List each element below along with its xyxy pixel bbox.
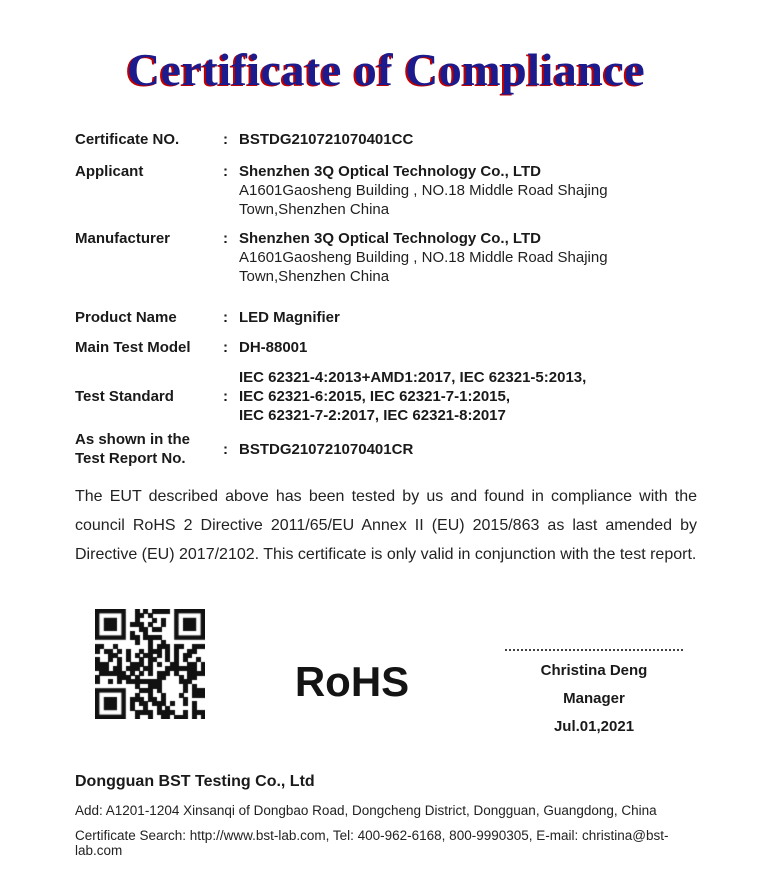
signature-block [499, 609, 689, 741]
field-label: Certificate NO. [75, 131, 180, 148]
colon-separator: : [223, 230, 228, 247]
field-row-test-report-no [75, 430, 697, 468]
qr-code [95, 609, 205, 719]
field-row-product-name [75, 308, 697, 327]
footer-search-line: Certificate Search: http://www.bst-lab.com, Tel: 400-962-6168, 800-9990305, E-mail: christina@bst-lab.com [75, 828, 669, 858]
qr-code-image [95, 609, 205, 719]
colon-separator: : [223, 163, 228, 180]
colon-separator: : [223, 388, 228, 405]
field-row-manufacturer [75, 229, 697, 286]
field-row-test-standard [75, 368, 697, 425]
field-label: Product Name [75, 309, 177, 326]
field-label: As shown in the Test Report No. [75, 431, 191, 467]
field-label: Applicant [75, 163, 144, 180]
field-label: Main Test Model [75, 339, 191, 356]
footer-company-name: Dongguan BST Testing Co., Ltd [75, 773, 315, 790]
field-value-line: DH-88001 [239, 339, 308, 356]
field-value-line: A1601Gaosheng Building , NO.18 Middle Road Shajing [239, 182, 608, 199]
compliance-statement: The EUT described above has been tested by us and found in compliance with the council RoHS 2 Directive 2011/65/EU Annex II (EU) 2015/863 as last amended by Directive (EU) 2017/2102. This certificate is only valid in conjunction with the test report. [75, 488, 697, 563]
field-value-line: BSTDG210721070401CR [239, 440, 414, 458]
field-row-certificate-no [75, 130, 697, 149]
colon-separator: : [223, 339, 228, 356]
field-value-line: Town,Shenzhen China [239, 268, 390, 285]
signatory-name: Christina Deng [540, 662, 648, 679]
signature-date: Jul.01,2021 [553, 718, 635, 735]
rohs-mark-wrap [205, 609, 499, 703]
rohs-mark: RoHS [294, 658, 410, 705]
field-value-line: Shenzhen 3Q Optical Technology Co., LTD [239, 230, 541, 247]
colon-separator: : [223, 309, 228, 326]
field-row-main-test-model [75, 338, 697, 357]
colon-separator: : [223, 440, 228, 458]
mark-signature-band [75, 609, 697, 757]
field-label: Manufacturer [75, 230, 171, 247]
field-label: Test Standard [75, 388, 174, 405]
field-value-line: IEC 62321-4:2013+AMD1:2017, IEC 62321-5:2013, [239, 369, 587, 386]
field-value-line: LED Magnifier [239, 309, 340, 326]
footer-address: Add: A1201-1204 Xinsanqi of Dongbao Road, Dongcheng District, Dongguan, Guangdong, China [75, 803, 657, 818]
footer [75, 773, 697, 858]
field-row-applicant [75, 162, 697, 219]
field-value-line: BSTDG210721070401CC [239, 131, 414, 148]
signature-dotted-line [505, 649, 683, 651]
field-value-line: A1601Gaosheng Building , NO.18 Middle Road Shajing [239, 249, 608, 266]
certificate-title: Certificate of Compliance [126, 44, 646, 95]
field-value-line: Shenzhen 3Q Optical Technology Co., LTD [239, 163, 541, 180]
colon-separator: : [223, 131, 228, 148]
field-value-line: IEC 62321-6:2015, IEC 62321-7-1:2015, [239, 388, 511, 405]
certificate-fields [75, 130, 697, 468]
signatory-role: Manager [563, 690, 625, 707]
field-value-line: Town,Shenzhen China [239, 201, 390, 218]
field-value-line: IEC 62321-7-2:2017, IEC 62321-8:2017 [239, 407, 506, 424]
